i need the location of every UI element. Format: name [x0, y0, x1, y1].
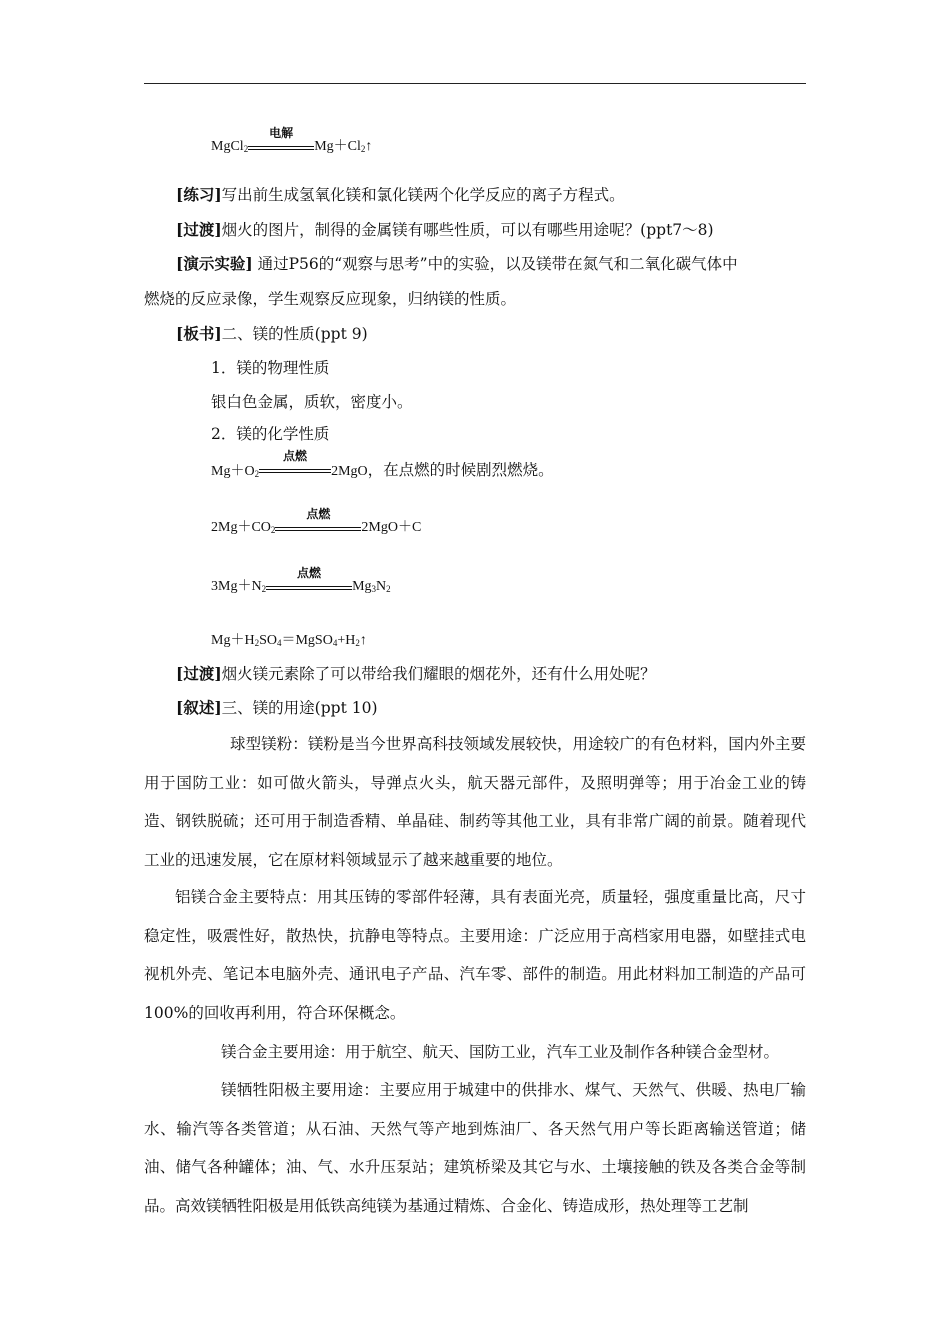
gas-arrow: ↑: [359, 633, 367, 648]
board-line: [176, 324, 368, 344]
eq-sub: 2: [386, 584, 391, 594]
eq-sub: 3: [371, 584, 377, 594]
eq-sub: 2: [360, 144, 366, 154]
tag-label: [演示实验]: [176, 254, 253, 273]
line-text: 烟火的图片，制得的金属镁有哪些性质，可以有哪些用途呢？(ppt7～8): [221, 221, 714, 239]
tag-label: [板书]: [176, 324, 222, 343]
line-text: 燃烧的反应录像，学生观察反应现象，归纳镁的性质。: [144, 290, 517, 308]
reaction-arrow: [259, 449, 331, 480]
equation-electrolysis: [211, 126, 373, 159]
eq-text: SO: [259, 633, 277, 648]
eq-text: 2MgO＋C: [361, 520, 422, 535]
equation-2: [211, 507, 422, 540]
equation-3: [211, 566, 391, 599]
eq-text: N: [376, 579, 387, 594]
eq-text: Mg＋H: [211, 633, 255, 648]
physical-text: 银白色金属，质软，密度小。: [211, 393, 413, 411]
gas-arrow: ↑: [365, 139, 373, 154]
demo-line-1: [176, 254, 738, 274]
eq-sub: 2: [243, 144, 249, 154]
reaction-arrow: [248, 126, 314, 157]
line-text: 写出前生成氢氧化镁和氯化镁两个化学反应的离子方程式。: [221, 186, 625, 204]
line-text: 通过P56的“观察与思考”中的实验，以及镁带在氮气和二氧化碳气体中: [252, 255, 738, 273]
eq-text: Mg＋O: [211, 464, 255, 479]
line-text: 三、镁的用途(ppt 10): [221, 699, 378, 717]
tag-label: [过渡]: [176, 220, 222, 239]
tag-label: [过渡]: [176, 664, 222, 683]
chemical-title: 2．镁的化学性质: [211, 425, 330, 443]
transition-line-1: [176, 220, 714, 240]
demo-line-2: [144, 289, 516, 309]
eq-text: 3Mg＋N: [211, 579, 262, 594]
eq-text: MgCl: [211, 139, 244, 154]
paragraph-al-mg-alloy: 铝镁合金主要特点：用其压铸的零部件轻薄，具有表面光亮，质量轻，强度重量比高，尺寸稳定性，吸震性好，散热快，抗静电等特点。主要用途：广泛应用于高档家用电器，如壁挂式电视机外壳、笔记本电脑外壳、通讯电子产品、汽车零、部件的制造。用此材料加工制造的产品可100%的回收再利用，符合环保概念。: [144, 888, 806, 1022]
eq-sub: 2: [355, 638, 360, 648]
eq-text: ＝MgSO: [281, 633, 333, 648]
transition-line-2: [176, 664, 656, 684]
equation-4: [211, 631, 367, 653]
eq-sub: 4: [332, 638, 338, 648]
practice-line: [176, 185, 625, 205]
eq-sub: 2: [270, 525, 276, 535]
eq-sub: 2: [254, 469, 260, 479]
equation-1: [211, 449, 554, 484]
paragraph-mg-alloy: 镁合金主要用途：用于航空、航天、国防工业，汽车工业及制作各种镁合金型材。: [221, 1043, 780, 1061]
reaction-arrow: [275, 507, 361, 538]
reaction-arrow: [266, 566, 352, 597]
tag-label: [练习]: [176, 185, 222, 204]
line-text: 二、镁的性质(ppt 9): [221, 325, 368, 343]
eq-note: ，在点燃的时候剧烈燃烧。: [367, 461, 554, 479]
eq-text: +H: [337, 633, 356, 648]
physical-title: 1．镁的物理性质: [211, 359, 330, 377]
eq-text: 2MgO: [331, 464, 368, 479]
reaction-condition: 点燃: [306, 507, 331, 521]
paragraph-sacrificial-anode: 镁牺牲阳极主要用途：主要应用于城建中的供排水、煤气、天然气、供暖、热电厂输水、输汽等各类管道；从石油、天然气等产地到炼油厂、各天然气用户等长距离输送管道；储油、储气各种罐体；油、气、水升压泵站；建筑桥梁及其它与水、土壤接触的铁及各类合金等制品。高效镁牺牲阳极是用低铁高纯镁为基通过精炼、合金化、铸造成形，热处理等工艺制: [144, 1081, 806, 1215]
eq-text: Mg: [352, 579, 372, 594]
eq-sub: 2: [261, 584, 267, 594]
reaction-condition: 点燃: [297, 566, 322, 580]
eq-sub: 4: [276, 638, 282, 648]
tag-label: [叙述]: [176, 698, 222, 717]
paragraph-magnesium-powder: 球型镁粉：镁粉是当今世界高科技领域发展较快，用途较广的有色材料，国内外主要用于国防工业：如可做火箭头，导弹点火头，航天器元部件，及照明弹等；用于冶金工业的铸造、钢铁脱硫；还可用于制造香精、单晶硅、制药等其他工业，具有非常广阔的前景。随着现代工业的迅速发展，它在原材料领域显示了越来越重要的地位。: [144, 735, 806, 869]
eq-sub: 2: [254, 638, 260, 648]
reaction-condition: 点燃: [283, 449, 308, 463]
eq-text: Mg＋Cl: [314, 139, 361, 154]
narrate-line: [176, 698, 378, 718]
line-text: 烟火镁元素除了可以带给我们耀眼的烟花外，还有什么用处呢？: [221, 665, 656, 683]
reaction-condition: 电解: [269, 126, 294, 140]
header-rule: [144, 83, 806, 84]
eq-text: 2Mg＋CO: [211, 520, 271, 535]
